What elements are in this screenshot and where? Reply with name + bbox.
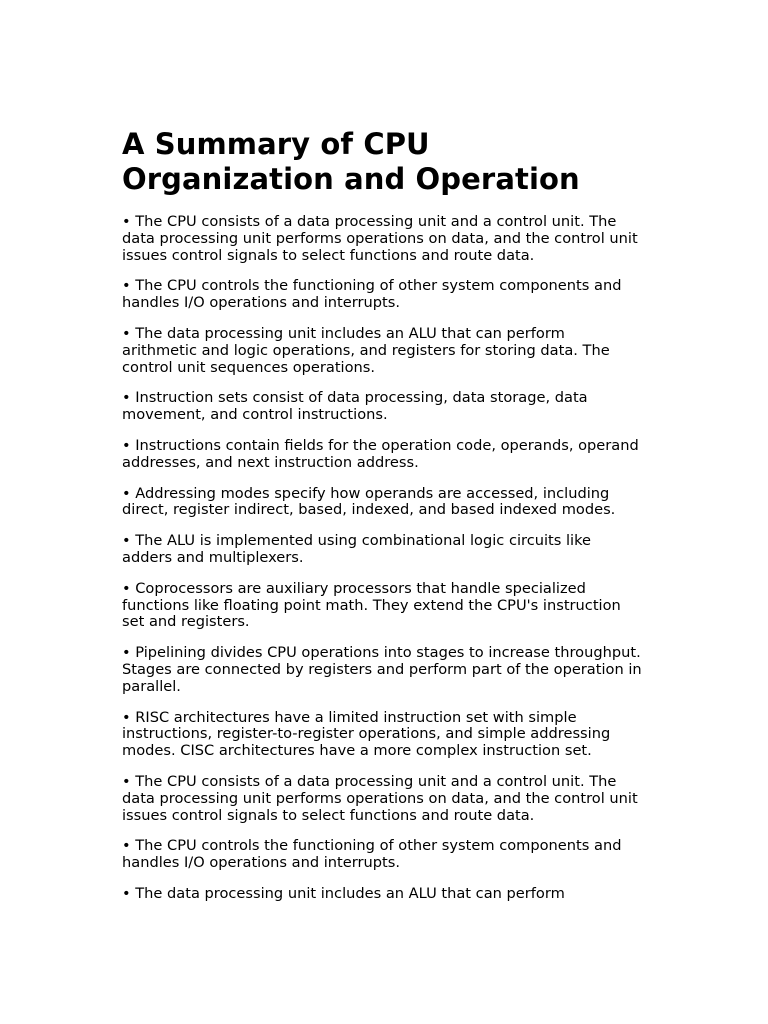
bullet-paragraph: • The data processing unit includes an ALU that can perform arithmetic and logic operations, and registers for storing data. The control unit sequences operations. xyxy=(122,324,610,376)
bullet-paragraph: • The CPU consists of a data processing unit and a control unit. The data processing unit performs operations on data, and the control unit issues control signals to select functions and route data. xyxy=(122,772,638,824)
bullet-paragraph: • Pipelining divides CPU operations into stages to increase throughput. Stages are connected by registers and perform part of the operation in parallel. xyxy=(122,644,642,695)
bullet-paragraph: • The CPU controls the functioning of other system components and handles I/O operations and interrupts. xyxy=(122,277,622,312)
bullet-paragraph: • The CPU consists of a data processing unit and a control unit. The data processing unit performs operations on data, and the control unit issues control signals to select functions and route data. xyxy=(122,213,638,264)
bullet-paragraph: • The ALU is implemented using combinational logic circuits like adders and multiplexers. xyxy=(122,532,592,566)
bullet-list xyxy=(122,214,642,903)
bullet-paragraph: • RISC architectures have a limited instruction set with simple instructions, register-to-register operations, and simple addressing modes. CISC architectures have a more complex instruction set. xyxy=(122,708,611,760)
bullet-paragraph: • Instruction sets consist of data processing, data storage, data movement, and control instructions. xyxy=(122,389,588,424)
bullet-paragraph: • The CPU controls the functioning of other system components and handles I/O operations and interrupts. xyxy=(122,837,622,872)
document-title: A Summary of CPU Organization and Operation xyxy=(122,127,580,196)
bullet-paragraph: • Instructions contain fields for the operation code, operands, operand addresses, and next instruction address. xyxy=(122,436,639,471)
bullet-paragraph: • The data processing unit includes an ALU that can perform xyxy=(122,884,565,902)
bullet-paragraph: • Coprocessors are auxiliary processors that handle specialized functions like floating point math. They extend the CPU's instruction set and registers. xyxy=(122,579,621,631)
bullet-paragraph: • Addressing modes specify how operands are accessed, including direct, register indirect, based, indexed, and based indexed modes. xyxy=(122,484,616,519)
document-page xyxy=(122,127,642,917)
